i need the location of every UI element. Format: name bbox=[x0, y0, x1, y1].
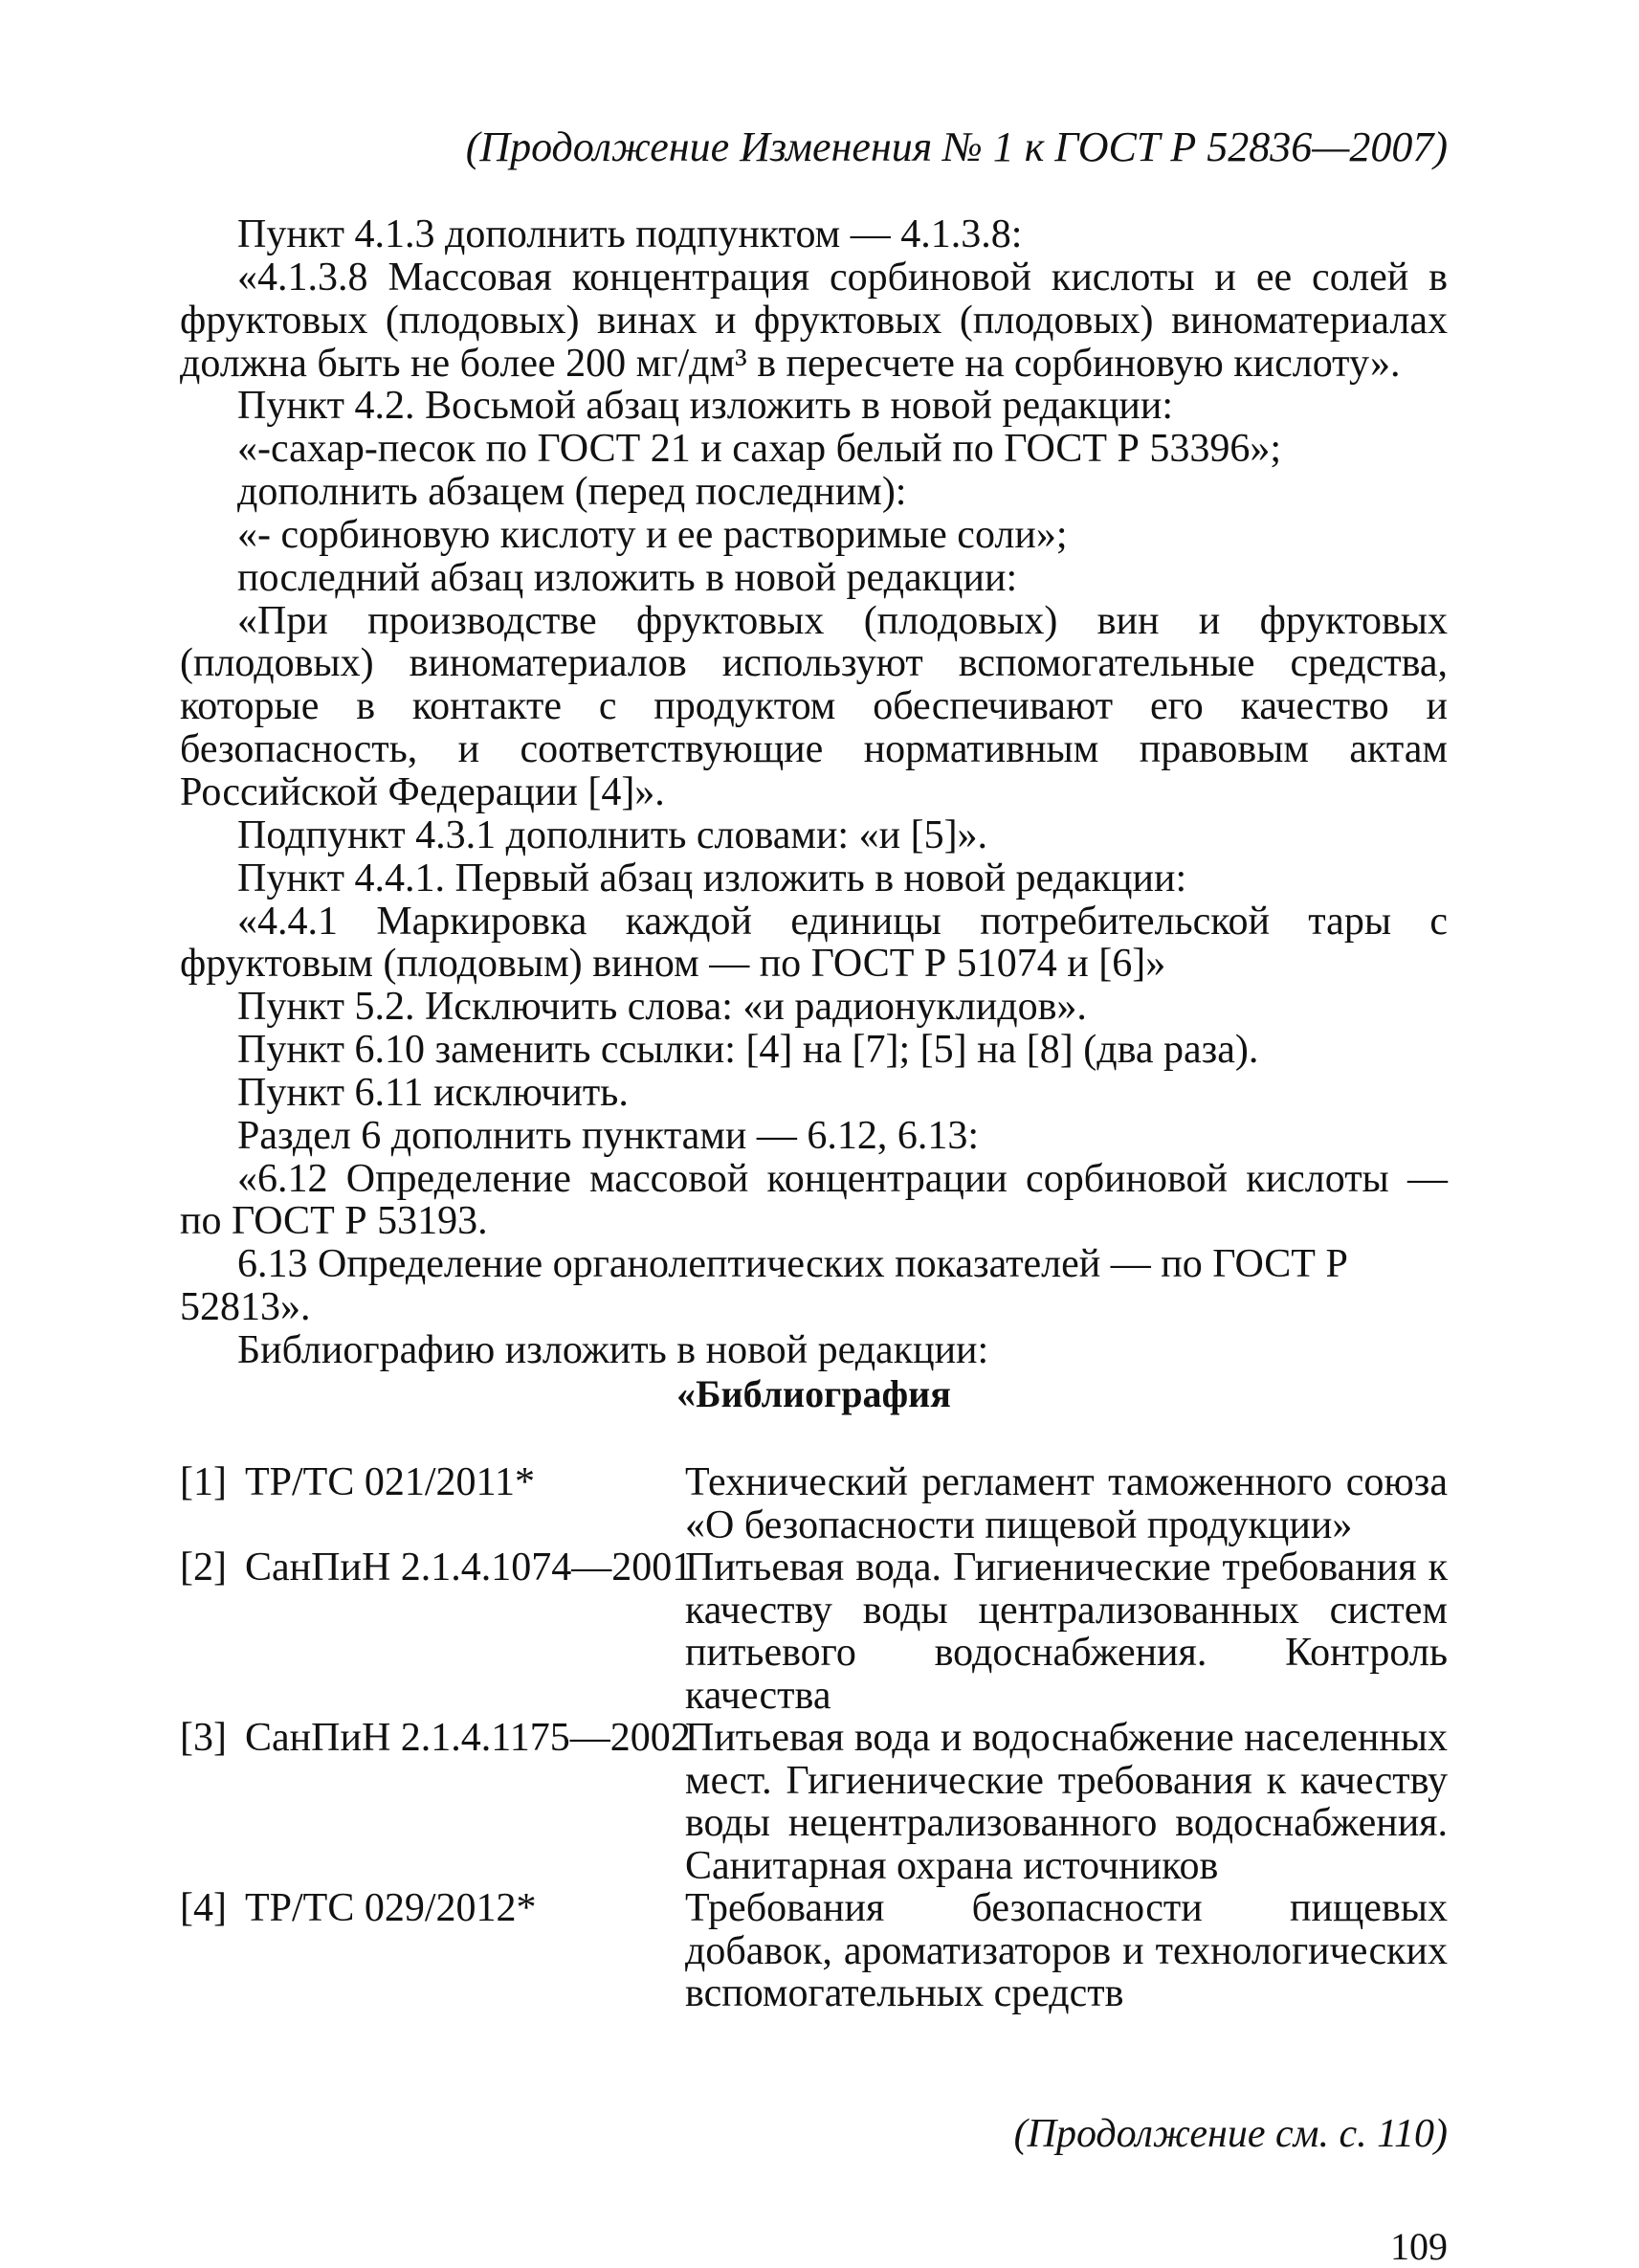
entry-description: Технический регламент таможенного союза «О безопасности пищевой продукции» bbox=[685, 1460, 1448, 1547]
bibliography-entry bbox=[180, 1546, 1448, 1717]
entry-number: [2] bbox=[180, 1545, 227, 1590]
entry-number: [4] bbox=[180, 1886, 227, 1930]
paragraph: Пункт 4.1.3 дополнить подпунктом — 4.1.3.8: bbox=[237, 212, 1023, 256]
paragraph: «6.12 Определение массовой концентрации сорбиновой кислоты — по ГОСТ Р 53193. bbox=[180, 1156, 1448, 1244]
entry-description: Питьевая вода и водоснабжение населенных мест. Гигиенические требования к качеству воды нецентрализованного водоснабжения. Санитарная охрана источников bbox=[685, 1716, 1448, 1888]
paragraph: Библиографию изложить в новой редакции: bbox=[237, 1327, 989, 1372]
paragraph: Подпункт 4.3.1 дополнить словами: «и [5]». bbox=[237, 812, 988, 857]
entry-document: ТР/ТС 029/2012* bbox=[245, 1886, 537, 1930]
bibliography-entry bbox=[180, 1887, 1448, 2015]
running-header: (Продолжение Изменения № 1 к ГОСТ Р 52836—2007) bbox=[465, 123, 1448, 170]
paragraph: «4.1.3.8 Массовая концентрация сорбиновой кислоты и ее солей в фруктовых (плодовых) винах и фруктовых (плодовых) виноматериалах должна быть не более 200 мг/дм³ в пересчете на сорбиновую кислоту». bbox=[180, 255, 1448, 386]
continuation-note: (Продолжение см. с. 110) bbox=[1013, 2112, 1448, 2156]
entry-description: Питьевая вода. Гигиенические требования к качеству воды централизованных систем питьевого водоснабжения. Контроль качества bbox=[685, 1545, 1448, 1718]
entry-description: Требования безопасности пищевых добавок, ароматизаторов и технологических вспомогательных средств bbox=[685, 1886, 1448, 2015]
paragraph: Пункт 6.11 исключить. bbox=[237, 1070, 629, 1115]
page-number: 109 bbox=[1390, 2225, 1448, 2268]
entry-document: СанПиН 2.1.4.1074—2001 bbox=[245, 1545, 693, 1590]
paragraph: Пункт 6.10 заменить ссылки: [4] на [7]; [5] на [8] (два раза). bbox=[237, 1028, 1259, 1073]
paragraph: «При производстве фруктовых (плодовых) вин и фруктовых (плодовых) виноматериалов используют вспомогательные средства, которые в контакте с продуктом обеспечивают его качество и безопасность, и соответствующие нормативным правовым актам Российской Федерации [4]». bbox=[180, 598, 1448, 814]
paragraph: Пункт 4.4.1. Первый абзац изложить в новой редакции: bbox=[237, 856, 1187, 901]
paragraph: «-сахар-песок по ГОСТ 21 и сахар белый по ГОСТ Р 53396»; bbox=[237, 427, 1282, 472]
paragraph: дополнить абзацем (перед последним): bbox=[237, 470, 907, 515]
document-body bbox=[180, 213, 1448, 1372]
paragraph: Пункт 4.2. Восьмой абзац изложить в новой редакции: bbox=[237, 384, 1174, 429]
entry-number: [3] bbox=[180, 1716, 227, 1760]
paragraph: Пункт 5.2. Исключить слова: «и радионуклидов». bbox=[237, 985, 1087, 1030]
paragraph: 6.13 Определение органолептических показателей — по ГОСТ Р 52813». bbox=[180, 1242, 1348, 1330]
bibliography-list bbox=[180, 1461, 1448, 2015]
entry-document: СанПиН 2.1.4.1175—2002 bbox=[245, 1716, 691, 1760]
paragraph: «4.4.1 Маркировка каждой единицы потребительской тары с фруктовым (плодовым) вином — по ГОСТ Р 51074 и [6]» bbox=[180, 899, 1448, 987]
entry-number: [1] bbox=[180, 1460, 227, 1504]
paragraph: «- сорбиновую кислоту и ее растворимые соли»; bbox=[237, 512, 1068, 557]
entry-document: ТР/ТС 021/2011* bbox=[245, 1460, 535, 1504]
bibliography-entry bbox=[180, 1461, 1448, 1546]
bibliography-heading: «Библиография bbox=[676, 1372, 951, 1415]
paragraph: Раздел 6 дополнить пунктами — 6.12, 6.13: bbox=[237, 1113, 980, 1158]
bibliography-entry bbox=[180, 1717, 1448, 1887]
paragraph: последний абзац изложить в новой редакции: bbox=[237, 555, 1018, 600]
